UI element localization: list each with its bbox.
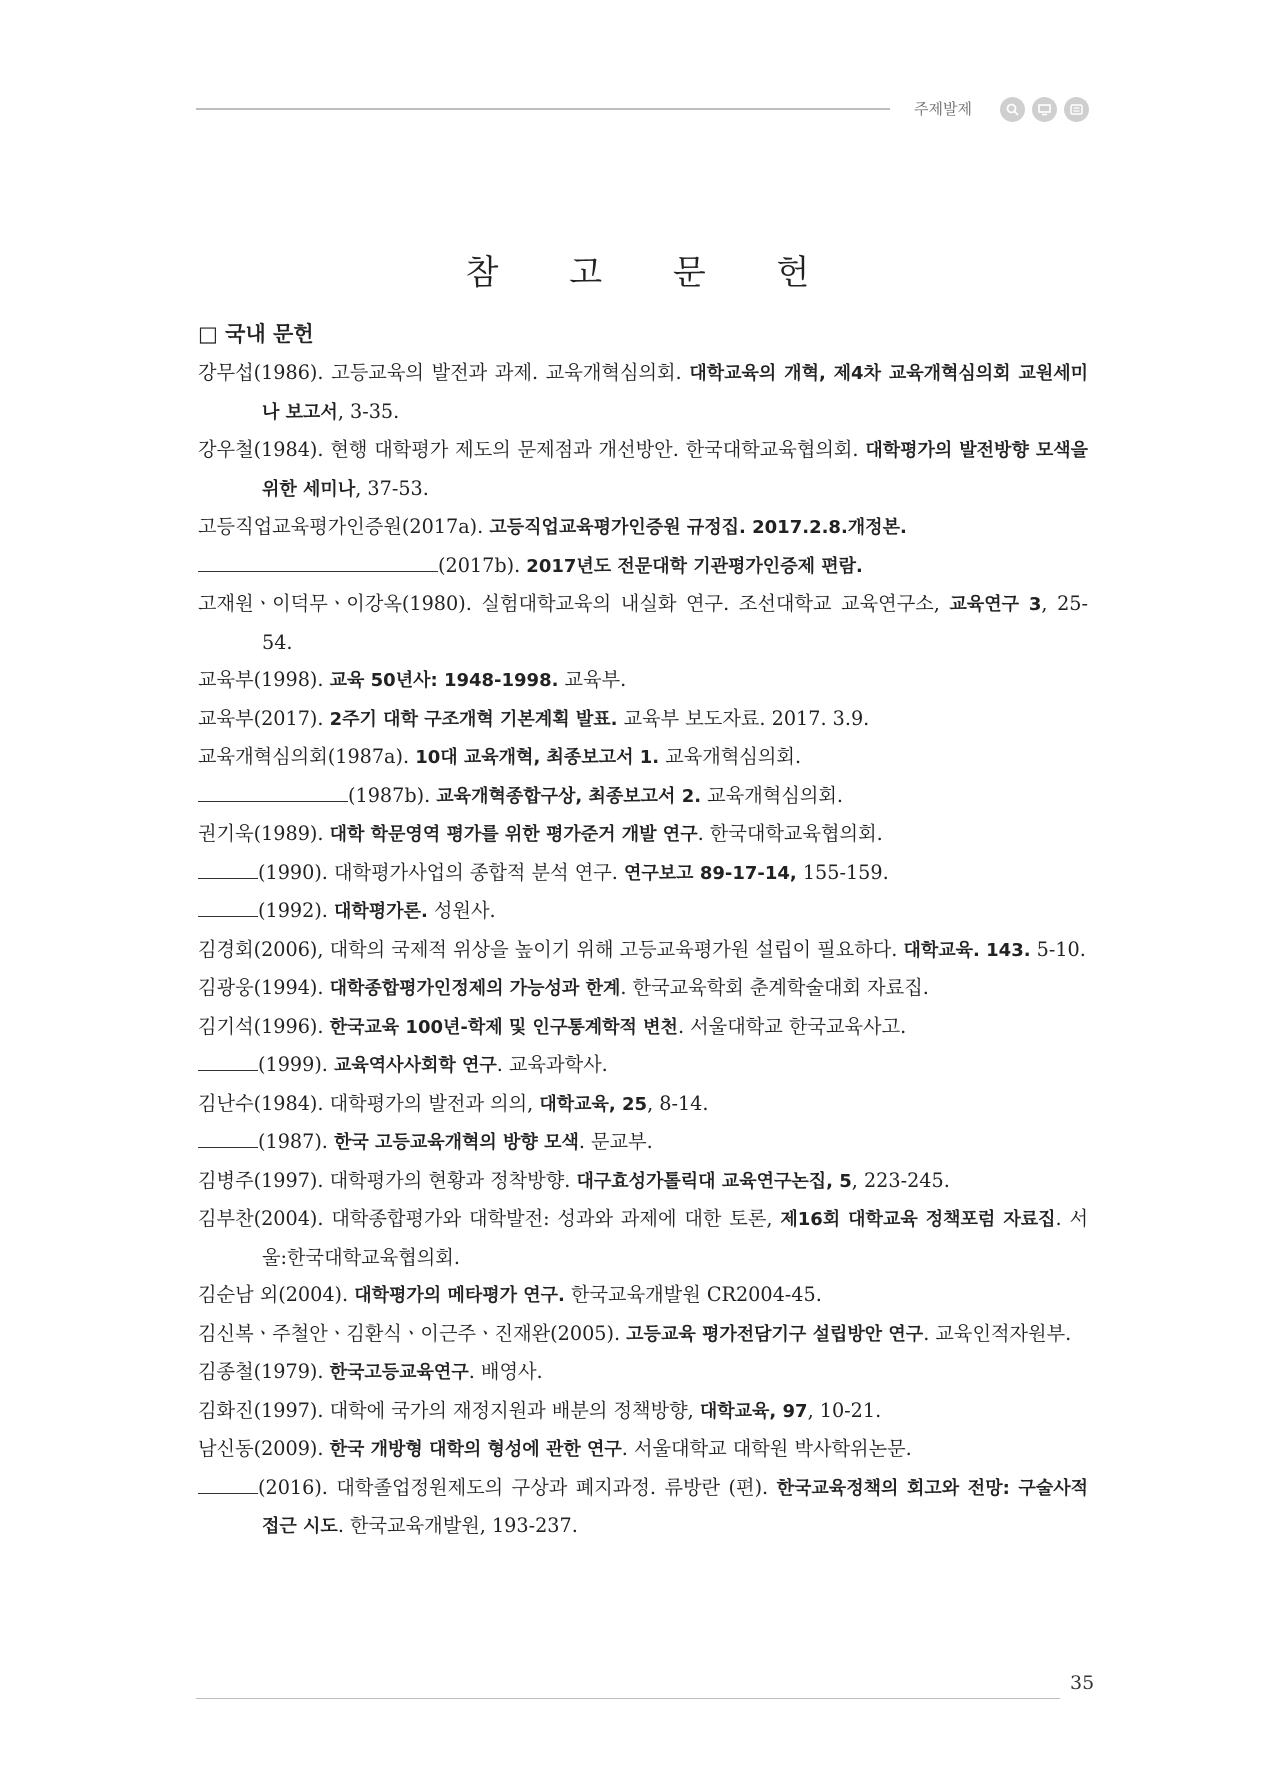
- reference-author: 교육부(1998).: [198, 668, 330, 691]
- reference-entry: [198, 1353, 1088, 1392]
- reference-entry: [198, 1162, 1088, 1201]
- reference-author: 교육부(2017).: [198, 706, 330, 730]
- reference-title: 대학평가의 메타평가 연구.: [354, 1285, 565, 1306]
- reference-entry: [198, 1430, 1088, 1469]
- reference-author: 김순남 외(2004).: [198, 1283, 355, 1306]
- reference-details: , 3-35.: [337, 399, 400, 423]
- reference-entry: [198, 1200, 1088, 1276]
- reference-title: 교육개혁종합구상, 최종보고서 2.: [436, 785, 702, 807]
- reference-title: 고등직업교육평가인증원 규정집. 2017.2.8.개정본.: [489, 517, 907, 538]
- ditto-blank-line: [198, 1052, 258, 1071]
- reference-author: (1992).: [258, 899, 335, 922]
- reference-author: (1990). 대학평가사업의 종합적 분석 연구.: [258, 860, 624, 884]
- reference-entry: [198, 1392, 1088, 1431]
- reference-details: , 25-54.: [262, 592, 1088, 654]
- reference-entry: [198, 1315, 1088, 1354]
- reference-details: . 한국교육학회 춘계학술대회 자료집.: [620, 976, 929, 999]
- reference-details: . 서울:한국대학교육협의회.: [262, 1207, 1088, 1269]
- reference-title: 연구보고 89-17-14,: [624, 862, 797, 884]
- reference-entry: [198, 1008, 1088, 1047]
- reference-title: 고등교육 평가전담기구 설립방안 연구: [626, 1323, 924, 1345]
- reference-title: 대학교육. 143.: [903, 939, 1031, 961]
- reference-entry: [198, 854, 1088, 893]
- reference-title: 한국교육 100년-학제 및 인구통계학적 변천: [329, 1016, 678, 1038]
- reference-author: 김종철(1979).: [198, 1360, 330, 1383]
- reference-details: . 교육인적자원부.: [923, 1321, 1072, 1345]
- reference-title: 한국 고등교육개혁의 방향 모색: [334, 1132, 579, 1153]
- reference-title: 한국교육정책의 회고와 전망: 구술사적 접근 시도: [262, 1477, 1088, 1537]
- reference-author: 교육개혁심의회(1987a).: [198, 745, 416, 768]
- reference-author: 김신복ㆍ주철안ㆍ김환식ㆍ이근주ㆍ진재완(2005).: [198, 1321, 627, 1345]
- reference-entry: [198, 1469, 1088, 1546]
- reference-title: 대학교육의 개혁, 제4차 교육개혁심의회 교원세미나 보고서: [262, 363, 1088, 423]
- reference-details: 성원사.: [427, 899, 496, 922]
- reference-list: [198, 354, 1088, 1546]
- reference-details: 155-159.: [796, 860, 889, 884]
- reference-details: . 교육과학사.: [496, 1053, 608, 1076]
- page-title: 참 고 문 헌: [465, 252, 840, 293]
- reference-entry: [198, 700, 1088, 739]
- reference-details: 한국교육개발원 CR2004-45.: [564, 1283, 822, 1306]
- reference-title: 대구효성가톨릭대 교육연구논집, 5: [576, 1170, 852, 1192]
- reference-author: 고재원ㆍ이덕무ㆍ이강옥(1980). 실험대학교육의 내실화 연구. 조선대학교 교육연구소,: [198, 592, 950, 615]
- reference-details: . 배영사.: [468, 1360, 543, 1383]
- reference-author: (2017b).: [438, 553, 527, 577]
- reference-author: 김난수(1984). 대학평가의 발전과 의의,: [198, 1091, 540, 1115]
- reference-entry: [198, 1276, 1088, 1315]
- reference-entry: [198, 931, 1088, 970]
- reference-details: 교육개혁심의회.: [701, 783, 844, 807]
- reference-author: 고등직업교육평가인증원(2017a).: [198, 515, 490, 538]
- reference-author: 남신동(2009).: [198, 1437, 330, 1460]
- search-icon: [1000, 97, 1025, 122]
- ditto-blank-line: [198, 898, 258, 917]
- reference-details: . 서울대학교 한국교육사고.: [677, 1014, 907, 1038]
- reference-details: 교육개혁심의회.: [659, 745, 802, 768]
- reference-entry: [198, 547, 1088, 586]
- page-number: 35: [1070, 1672, 1095, 1694]
- reference-title: 대학교육, 97: [699, 1400, 808, 1422]
- reference-author: (1987b).: [348, 783, 437, 807]
- reference-title: 한국고등교육연구: [329, 1362, 469, 1383]
- ditto-blank-line: [198, 783, 348, 802]
- reference-title: 10대 교육개혁, 최종보고서 1.: [415, 747, 660, 768]
- reference-title: 대학 학문영역 평가를 위한 평가준거 개발 연구: [329, 824, 698, 845]
- header-section-label: 주제발제: [914, 100, 972, 118]
- reference-entry: [198, 585, 1088, 661]
- reference-details: . 문교부.: [578, 1130, 653, 1153]
- reference-details: 교육부 보도자료. 2017. 3.9.: [617, 706, 870, 730]
- ditto-blank-line: [198, 553, 438, 572]
- ditto-blank-line: [198, 1475, 258, 1494]
- reference-author: 강무섭(1986). 고등교육의 발전과 과제. 교육개혁심의회.: [198, 361, 690, 384]
- reference-title: 교육연구 3: [949, 594, 1042, 615]
- reference-entry: [198, 1046, 1088, 1085]
- reference-title: 대학평가의 발전방향 모색을 위한 세미나: [262, 440, 1088, 500]
- reference-title: 교육 50년사: 1948-1998.: [329, 670, 559, 691]
- section-heading: □ 국내 문헌: [198, 322, 314, 346]
- reference-title: 한국 개방형 대학의 형성에 관한 연구: [329, 1439, 622, 1460]
- list-icon: [1064, 97, 1089, 122]
- reference-title: 2017년도 전문대학 기관평가인증제 편람.: [526, 555, 863, 577]
- reference-details: , 10-21.: [807, 1398, 882, 1422]
- reference-entry: [198, 777, 1088, 816]
- reference-details: , 223-245.: [851, 1168, 950, 1192]
- reference-entry: [198, 1085, 1088, 1124]
- reference-author: 김광웅(1994).: [198, 976, 330, 999]
- reference-details: . 한국대학교육협의회.: [697, 822, 883, 845]
- reference-author: (1999).: [258, 1053, 335, 1076]
- reference-author: 김경회(2006), 대학의 국제적 위상을 높이기 위해 고등교육평가원 설립이 필요하다.: [198, 937, 904, 961]
- reference-details: , 37-53.: [355, 476, 429, 500]
- header-icons: [1000, 97, 1089, 122]
- reference-title: 대학종합평가인정제의 가능성과 한계: [329, 978, 621, 999]
- reference-author: 김화진(1997). 대학에 국가의 재정지원과 배분의 정책방향,: [198, 1398, 700, 1422]
- reference-entry: [198, 354, 1088, 431]
- reference-author: 김병주(1997). 대학평가의 현황과 정착방향.: [198, 1168, 577, 1192]
- reference-author: 김부찬(2004). 대학종합평가와 대학발전: 성과와 과제에 대한 토론,: [198, 1207, 781, 1230]
- reference-details: . 서울대학교 대학원 박사학위논문.: [621, 1437, 912, 1460]
- reference-author: 권기욱(1989).: [198, 822, 330, 845]
- reference-title: 대학평가론.: [334, 901, 428, 922]
- reference-entry: [198, 815, 1088, 854]
- reference-entry: [198, 661, 1088, 700]
- reference-title: 2주기 대학 구조개혁 기본계획 발표.: [329, 708, 618, 730]
- reference-entry: [198, 969, 1088, 1008]
- reference-entry: [198, 1123, 1088, 1162]
- reference-details: . 한국교육개발원, 193-237.: [337, 1514, 578, 1537]
- reference-entry: [198, 431, 1088, 508]
- monitor-icon: [1032, 97, 1057, 122]
- reference-details: , 8-14.: [647, 1091, 709, 1115]
- reference-title: 제16회 대학교육 정책포럼 자료집: [780, 1209, 1056, 1230]
- reference-entry: [198, 508, 1088, 547]
- reference-details: 5-10.: [1030, 937, 1086, 961]
- footer-rule: [196, 1698, 1060, 1699]
- ditto-blank-line: [198, 860, 258, 879]
- reference-entry: [198, 892, 1088, 931]
- reference-author: (2016). 대학졸업정원제도의 구상과 폐지과정. 류방란 (편).: [258, 1475, 777, 1499]
- header-rule: [196, 108, 890, 110]
- ditto-blank-line: [198, 1129, 258, 1148]
- reference-title: 대학교육, 25: [539, 1093, 648, 1115]
- reference-author: 김기석(1996).: [198, 1014, 330, 1038]
- reference-details: 교육부.: [558, 668, 627, 691]
- reference-entry: [198, 738, 1088, 777]
- reference-title: 교육역사사회학 연구: [334, 1055, 497, 1076]
- reference-author: 강우철(1984). 현행 대학평가 제도의 문제점과 개선방안. 한국대학교육협의회.: [198, 438, 866, 461]
- reference-author: (1987).: [258, 1130, 335, 1153]
